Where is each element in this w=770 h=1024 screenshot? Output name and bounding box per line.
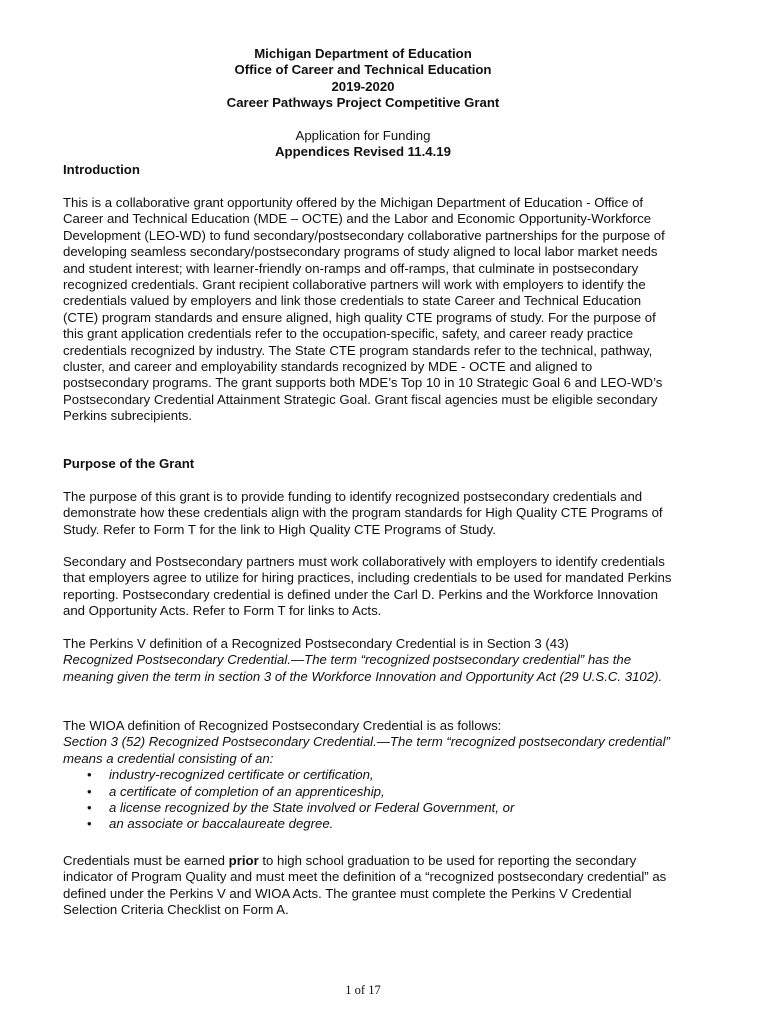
list-item: • an associate or baccalaureate degree. — [63, 816, 673, 832]
list-item: • industry-recognized certificate or certification, — [63, 767, 673, 783]
header-grant-title: Career Pathways Project Competitive Grant — [226, 95, 500, 111]
document-header — [0, 46, 726, 160]
header-agency: Michigan Department of Education — [254, 46, 472, 61]
perkins-definition-text: Recognized Postsecondary Credential.—The term “recognized postsecondary credential” has the meaning given the term in section 3 of the Workforce Innovation and Opportunity Act (29 U.S.C. 3102). — [63, 652, 663, 684]
introduction-section — [63, 162, 673, 178]
introduction-body — [63, 195, 673, 425]
credentials-text-emphasis: prior — [228, 853, 259, 868]
header-year: 2019-2020 — [331, 78, 395, 94]
credentials-text-end: to high school graduation to be used for reporting the secondary indicator of Program Quality and must meet the definition of a “recognized postsecondary credential” as defined under the Perkins V and WIOA Acts. The grantee must complete the Perkins V Credential Selection Criteria Checklist on Form A. — [63, 853, 667, 918]
introduction-heading: Introduction — [63, 162, 140, 177]
wioa-definition-block — [63, 718, 673, 833]
header-office: Office of Career and Technical Education — [234, 62, 492, 78]
perkins-definition-intro: The Perkins V definition of a Recognized Postsecondary Credential is in Section 3 (43) — [63, 636, 569, 651]
page-number: 1 of 17 — [345, 983, 381, 997]
credentials-paragraph — [63, 853, 673, 919]
credentials-paragraph-block — [63, 853, 673, 919]
purpose-paragraph-1-block — [63, 489, 673, 538]
wioa-definition-text: Section 3 (52) Recognized Postsecondary Credential.—The term “recognized postsecondary credential” means a credential consisting of an: — [63, 734, 670, 766]
header-application: Application for Funding — [295, 127, 431, 143]
purpose-heading: Purpose of the Grant — [63, 456, 195, 471]
credential-list — [63, 767, 673, 833]
wioa-definition-intro: The WIOA definition of Recognized Postsecondary Credential is as follows: — [63, 718, 502, 733]
purpose-section — [63, 456, 673, 472]
purpose-paragraph-2: Secondary and Postsecondary partners must work collaboratively with employers to identify credentials that employers agree to utilize for hiring practices, including credentials to be used for mandated Perkins reporting. Postsecondary credential is defined under the Carl D. Perkins and the Workforce Innovation and Opportunity Acts. Refer to Form T for links to Acts. — [63, 554, 672, 619]
header-revision: Appendices Revised 11.4.19 — [275, 144, 451, 160]
purpose-paragraph-1: The purpose of this grant is to provide funding to identify recognized postsecondary credentials and demonstrate how these credentials align with the program standards for High Quality CTE Programs of Study. Refer to Form T for the link to High Quality CTE Programs of Study. — [63, 489, 663, 537]
introduction-paragraph: This is a collaborative grant opportunity offered by the Michigan Department of Education - Office of Career and Technical Education (MDE – OCTE) and the Labor and Economic Opportunity-Workforce Development (LEO-WD) to fund secondary/postsecondary collaborative partnerships for the purpose of developing seamless secondary/postsecondary programs of study aligned to local labor market needs and student interest; with learner-friendly on-ramps and off-ramps, that culminate in postsecondary recognized credentials. Grant recipient collaborative partners will work with employers to identify the credentials valued by employers and link those credentials to state Career and Technical Education (CTE) program standards and ensure aligned, high quality CTE programs of study. For the purpose of this grant application credentials refer to the occupation-specific, safety, and career ready practice credentials recognized by industry. The State CTE program standards refer to the technical, pathway, cluster, and career and employability standards recognized by MDE - OCTE and aligned to postsecondary programs. The grant supports both MDE’s Top 10 in 10 Strategic Goal 6 and LEO-WD’s Postsecondary Credential Attainment Strategic Goal. Grant fiscal agencies must be eligible secondary Perkins subrecipients. — [63, 195, 665, 424]
purpose-paragraph-2-block — [63, 554, 673, 620]
perkins-definition-block — [63, 636, 673, 685]
list-item: • a certificate of completion of an apprenticeship, — [63, 784, 673, 800]
credentials-text-start: Credentials must be earned — [63, 853, 229, 868]
list-item: • a license recognized by the State involved or Federal Government, or — [63, 800, 673, 816]
